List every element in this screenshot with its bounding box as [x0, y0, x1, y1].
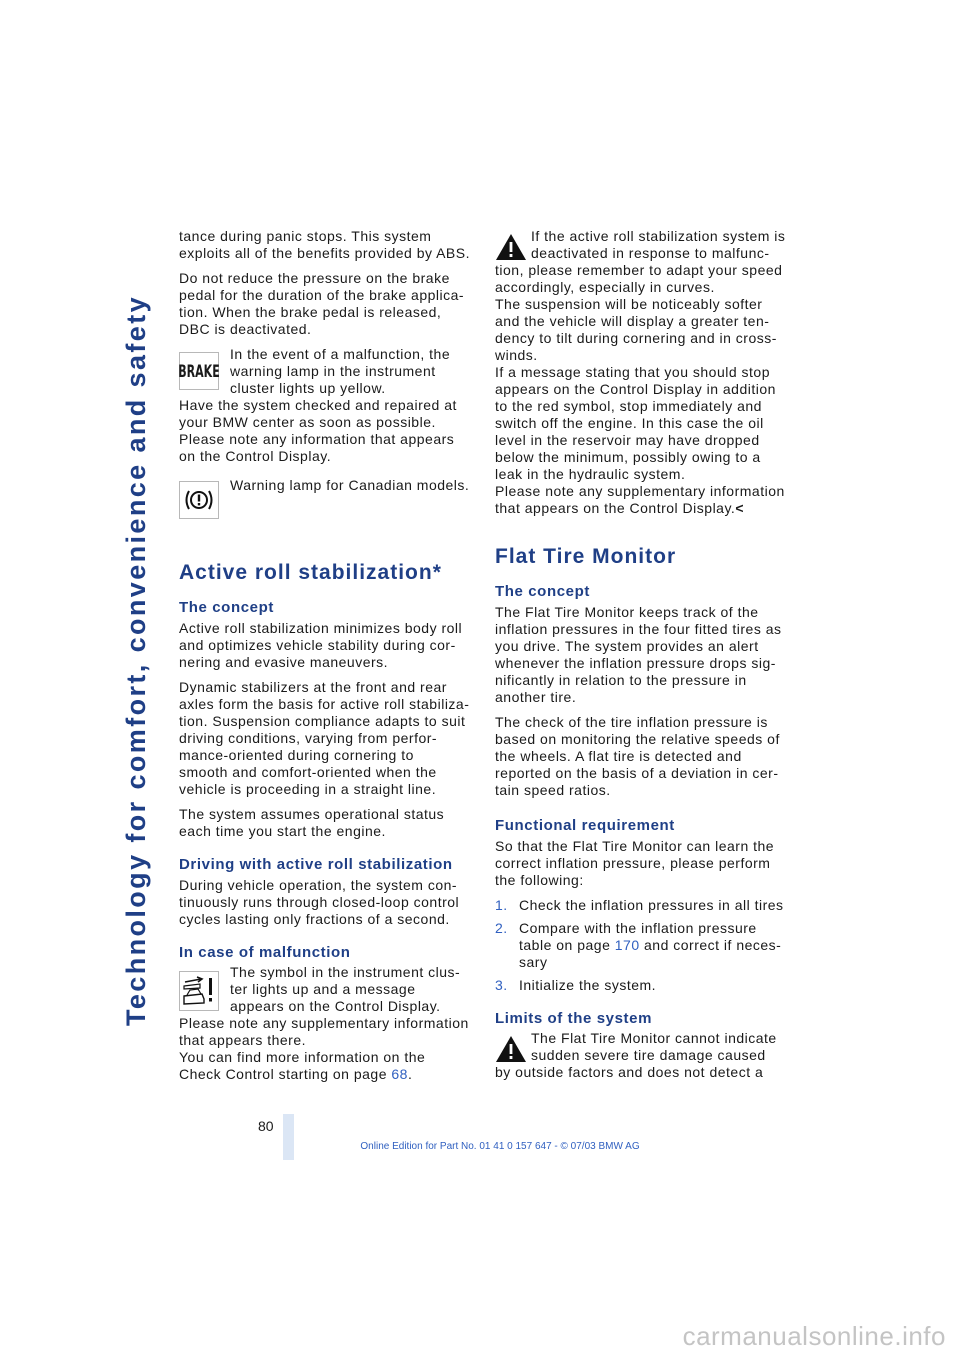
- list-item: 1. Check the inflation pressures in all tires: [495, 897, 784, 913]
- warning-triangle-icon: [495, 1034, 527, 1064]
- limits-warning-block: The Flat Tire Monitor cannot indicate sudden severe tire damage caused by outside factors and does not detect a: [495, 1030, 777, 1080]
- end-mark: <: [735, 500, 744, 516]
- list-item: 2. Compare with the inflation pressure table on page 170 and correct if neces- sary: [495, 920, 782, 970]
- canadian-warning-block: Warning lamp for Canadian models.: [179, 477, 475, 523]
- exclamation-circle-icon: [179, 481, 219, 519]
- page-number: 80: [258, 1118, 274, 1134]
- warning-triangle-icon: [495, 232, 527, 262]
- flat-concept-paragraph-1: The Flat Tire Monitor keeps track of the inflation pressures in the four fitted tires as you drive. The system provides an alert whenever the inflation pressure drops sig- nificantly in relation to the pressure in another tire.: [495, 604, 782, 705]
- list-item: 3. Initialize the system.: [495, 977, 657, 993]
- brake-warning-icon: BRAKE: [179, 352, 219, 390]
- driving-paragraph: During vehicle operation, the system con- tinuously runs through closed-loop control cycles lasting only fractions of a second.: [179, 877, 460, 927]
- heading-functional: Functional requirement: [495, 817, 675, 834]
- brake-warning-block: BRAKE In the event of a malfunction, the warning lamp in the instrument cluster lights up yellow. Have the system checked and repaired at your BMW center as soon as possible. Please note any information that appears on the Control Display.: [178, 346, 457, 464]
- section-title-flat-tire: Flat Tire Monitor: [495, 545, 677, 568]
- brake-paragraph: Do not reduce the pressure on the brake pedal for the duration of the brake applica- tion. When the brake pedal is released, DBC is deactivated.: [179, 270, 465, 337]
- heading-concept-left: The concept: [179, 599, 274, 616]
- side-title: [115, 230, 159, 1090]
- footer-text: Online Edition for Part No. 01 41 0 157 647 - © 07/03 BMW AG: [360, 1141, 640, 1152]
- right-column: [495, 228, 791, 1081]
- watermark: carmanualsonline.info: [682, 1321, 946, 1351]
- heading-limits: Limits of the system: [495, 1010, 653, 1027]
- warning-roll-block: If the active roll stabilization system is deactivated in response to malfunc- tion, please remember to adapt your speed accordingly, especially in curves. The suspension will be noticeably softer and the vehicle will display a greater ten- dency to tilt during cornering and in cross- winds. If a message stating that you should stop appears on the Control Display in addition to the red symbol, stop immediately and switch off the engine. In this case the oil level in the reservoir may have dropped below the minimum, possibly owing to a leak in the hydraulic system. Please note any supplementary information that appears on the Control Display.<: [495, 228, 786, 516]
- side-title-text: Technology for comfort, convenience and safety: [121, 294, 152, 1026]
- page-marker-bar: [283, 1114, 294, 1160]
- page-170-link[interactable]: 170: [614, 937, 640, 953]
- malfunction-block: The symbol in the instrument clus- ter lights up and a message appears on the Control Display. Please note any supplementary information that appears there. You can find more information on the Check Control starting on page 68.: [179, 964, 469, 1082]
- steps-list: [495, 897, 791, 994]
- functional-paragraph: So that the Flat Tire Monitor can learn the correct inflation pressure, please perform the following:: [495, 838, 775, 888]
- heading-malfunction: In case of malfunction: [179, 944, 351, 961]
- left-column: [179, 228, 475, 1083]
- car-tilt-warning-icon: [179, 971, 219, 1011]
- concept-paragraph-1: Active roll stabilization minimizes body roll and optimizes vehicle stability during cor- nering and evasive maneuvers.: [179, 620, 463, 670]
- section-title-active-roll: Active roll stabilization*: [179, 561, 442, 584]
- flat-concept-paragraph-2: The check of the tire inflation pressure is based on monitoring the relative speeds of the wheels. A flat tire is detected and reported on the basis of a deviation in cer- tain speed ratios.: [495, 714, 780, 798]
- concept-paragraph-2: Dynamic stabilizers at the front and rear axles form the basis for active roll stabiliza- tion. Suspension compliance adapts to suit driving conditions, varying from perfor- mance-oriented during cornering to smooth and comfort-oriented when the vehicle is proceeding in a straight line.: [179, 679, 470, 797]
- intro-paragraph: tance during panic stops. This system exploits all of the benefits provided by ABS.: [179, 228, 470, 261]
- concept-paragraph-3: The system assumes operational status each time you start the engine.: [179, 806, 445, 839]
- heading-driving: Driving with active roll stabilization: [179, 856, 453, 873]
- page-68-link[interactable]: 68: [391, 1066, 408, 1082]
- heading-concept-right: The concept: [495, 583, 590, 600]
